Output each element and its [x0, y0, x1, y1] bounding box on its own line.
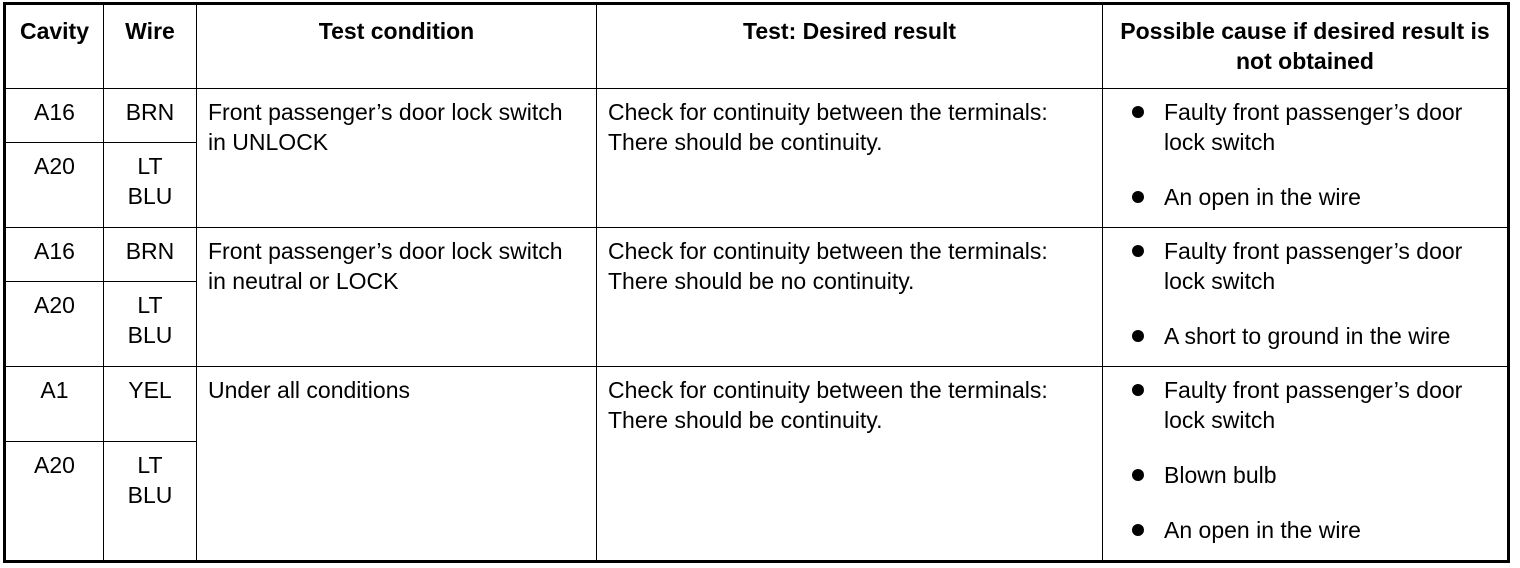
cause-list: [1129, 97, 1501, 212]
cause-text: Faulty front passenger’s door lock switch: [1164, 99, 1463, 155]
desired-result-cell: Check for continuity between the terminals: There should be continuity.: [597, 89, 1103, 228]
header-test-condition: Test condition: [197, 5, 597, 89]
table-row: [6, 366, 1508, 441]
bullet-icon: [1132, 330, 1144, 342]
cavity-cell: A20: [6, 143, 104, 228]
test-table: [5, 4, 1508, 561]
cause-text: An open in the wire: [1164, 516, 1361, 543]
header-row: [6, 5, 1508, 89]
bullet-icon: [1132, 524, 1144, 536]
bullet-icon: [1132, 384, 1144, 396]
wire-cell: BRN: [104, 227, 197, 281]
cause-text: Blown bulb: [1164, 461, 1277, 488]
possible-cause-cell: [1103, 89, 1508, 228]
test-condition-cell: Under all conditions: [197, 366, 597, 560]
cause-item: [1129, 182, 1501, 212]
wire-cell: LT BLU: [104, 143, 197, 228]
possible-cause-cell: [1103, 227, 1508, 366]
cause-text: An open in the wire: [1164, 184, 1361, 210]
cause-item: [1129, 97, 1501, 157]
cause-text: A short to ground in the wire: [1164, 322, 1451, 349]
cause-item: [1129, 515, 1501, 545]
cause-item: [1129, 375, 1501, 435]
possible-cause-cell: [1103, 366, 1508, 560]
header-wire: Wire: [104, 5, 197, 89]
cause-text: Faulty front passenger’s door lock switch: [1164, 237, 1463, 294]
cause-item: [1129, 321, 1501, 351]
desired-result-cell: Check for continuity between the terminals: There should be continuity.: [597, 366, 1103, 560]
cause-item: [1129, 236, 1501, 296]
cavity-cell: A16: [6, 227, 104, 281]
test-condition-cell: Front passenger’s door lock switch in UNLOCK: [197, 89, 597, 228]
table-row: [6, 89, 1508, 143]
cavity-cell: A1: [6, 366, 104, 441]
wire-cell: LT BLU: [104, 442, 197, 561]
bullet-icon: [1132, 191, 1144, 203]
bullet-icon: [1132, 469, 1144, 481]
cavity-cell: A20: [6, 442, 104, 561]
cause-list: [1129, 236, 1501, 351]
cause-list: [1129, 375, 1501, 545]
wire-cell: BRN: [104, 89, 197, 143]
wire-cell: LT BLU: [104, 282, 197, 367]
cause-item: [1129, 460, 1501, 490]
desired-result-cell: Check for continuity between the terminals: There should be no continuity.: [597, 227, 1103, 366]
header-possible-cause: Possible cause if desired result is not obtained: [1103, 5, 1508, 89]
wire-cell: YEL: [104, 366, 197, 441]
header-cavity: Cavity: [6, 5, 104, 89]
bullet-icon: [1132, 245, 1144, 257]
bullet-icon: [1132, 106, 1144, 118]
test-condition-cell: Front passenger’s door lock switch in neutral or LOCK: [197, 227, 597, 366]
header-desired-result: Test: Desired result: [597, 5, 1103, 89]
cavity-cell: A16: [6, 89, 104, 143]
table-row: [6, 227, 1508, 281]
cause-text: Faulty front passenger’s door lock switch: [1164, 376, 1463, 433]
cavity-cell: A20: [6, 282, 104, 367]
